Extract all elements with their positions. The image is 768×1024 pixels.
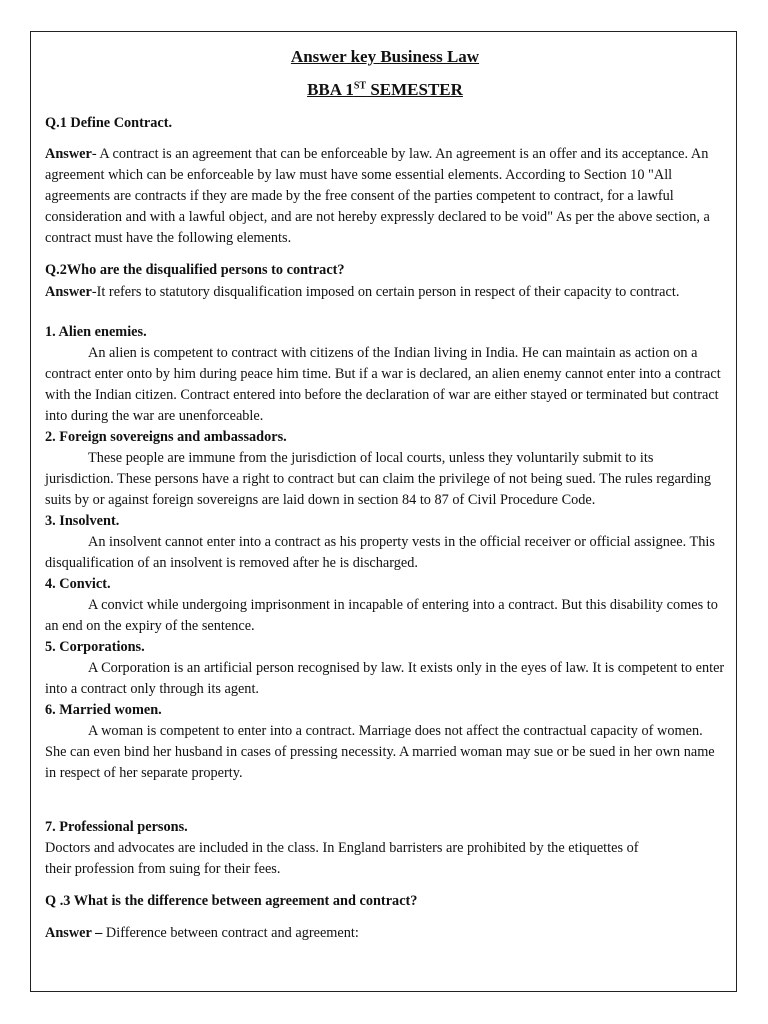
document-body	[45, 46, 725, 944]
subtitle-superscript: ST	[353, 80, 367, 92]
document-subtitle	[45, 79, 725, 101]
item-text-line: their profession from suing for their fees.	[45, 861, 281, 877]
answer-3-text: Difference between contract and agreement:	[102, 925, 359, 941]
question-3: Q .3 What is the difference between agreement and contract?	[45, 893, 418, 909]
item-heading: 2. Foreign sovereigns and ambassadors.	[45, 429, 287, 445]
item-text: An insolvent cannot enter into a contract as his property vests in the official receiver or official assignee. This disqualification of an insolvent is removed after he is discharged.	[45, 534, 715, 571]
answer-1	[45, 144, 725, 249]
item-text: A woman is competent to enter into a contract. Marriage does not affect the contractual capacity of women. She can even bind her husband in cases of pressing necessity. A married woman may sue or be sued in her own name in respect of her separate property.	[45, 723, 715, 781]
answer-3	[45, 923, 725, 944]
document-title: Answer key Business Law	[290, 47, 480, 66]
answer-2-label: Answer	[45, 284, 92, 300]
item-heading: 7. Professional persons.	[45, 819, 188, 835]
answer-2	[45, 282, 725, 303]
item-text-line: Doctors and advocates are included in the class. In England barristers are prohibited by the etiquettes of	[45, 840, 639, 856]
answer-3-label: Answer –	[45, 925, 103, 941]
answer-2-text: -It refers to statutory disqualification imposed on certain person in respect of their capacity to contract.	[91, 284, 680, 300]
answer-1-text: - A contract is an agreement that can be enforceable by law. An agreement is an offer and its acceptance. An agreement which can be enforceable by law must have some essential elements. According to Section 10 "All agreements are contracts if they are made by the free consent of the parties competent to contract, for a lawful consideration and with a lawful object, and are not hereby expressly declared to be void" As per the above section, a contract must have the following elements.	[45, 146, 710, 246]
item-text: An alien is competent to contract with citizens of the Indian living in India. He can maintain as action on a contract enter onto by him during peace him time. But if a war is declared, an alien enemy cannot enter into a contract with the Indian citizen. Contract entered into before the declaration of war are either stayed or terminated but contract into during the war are unenforceable.	[45, 345, 721, 424]
question-1: Q.1 Define Contract.	[45, 115, 173, 131]
answer-1-label: Answer	[45, 146, 92, 162]
item-text: A Corporation is an artificial person recognised by law. It exists only in the eyes of law. It is competent to enter into a contract only through its agent.	[45, 660, 725, 697]
question-2: Q.2Who are the disqualified persons to contract?	[45, 262, 345, 278]
item-heading: 6. Married women.	[45, 702, 162, 718]
item-text: A convict while undergoing imprisonment in incapable of entering into a contract. But this disability comes to an end on the expiry of the sentence.	[45, 597, 718, 634]
item-heading: 5. Corporations.	[45, 639, 145, 655]
item-heading: 3. Insolvent.	[45, 513, 120, 529]
subtitle-suffix: SEMESTER	[366, 80, 463, 99]
item-heading: 4. Convict.	[45, 576, 111, 592]
item-heading: 1. Alien enemies.	[45, 324, 147, 340]
subtitle-prefix: BBA 1	[307, 80, 354, 99]
item-text: These people are immune from the jurisdiction of local courts, unless they voluntarily submit to its jurisdiction. These persons have a right to contract but can claim the privilege of not being sued. The rules regarding suits by or against foreign sovereigns are laid down in section 84 to 87 of Civil Procedure Code.	[45, 450, 712, 508]
